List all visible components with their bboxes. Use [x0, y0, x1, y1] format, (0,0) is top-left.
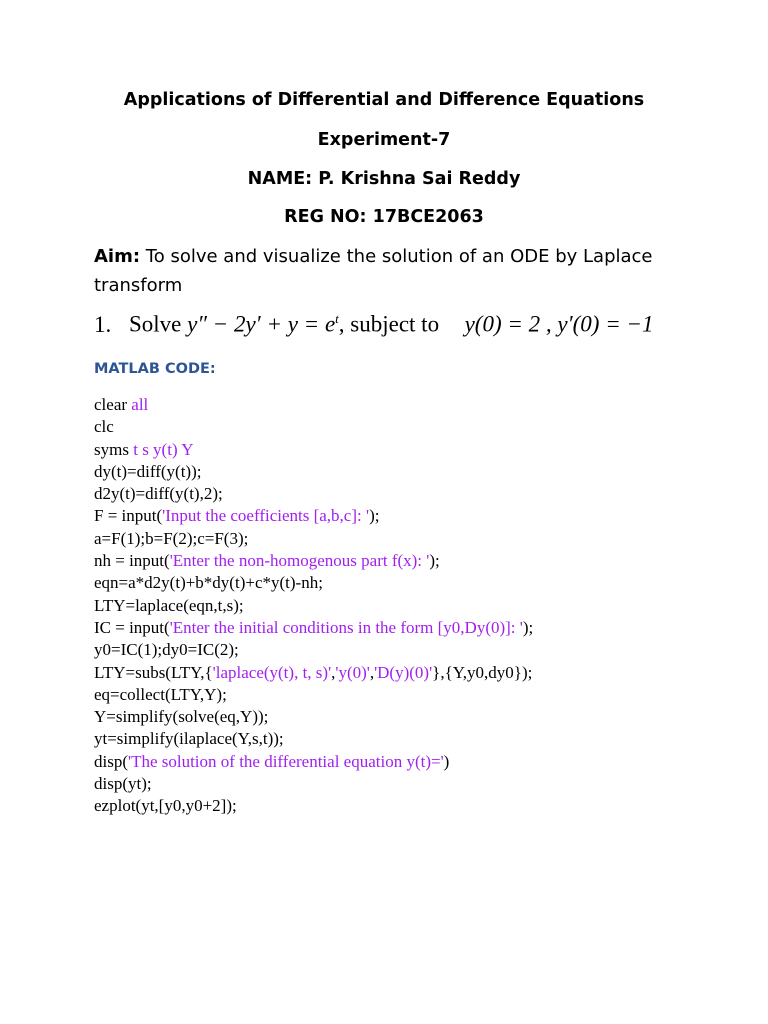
code-text: ) — [443, 751, 450, 771]
code-line — [94, 795, 744, 817]
document-title: Applications of Differential and Difference Equations — [123, 90, 645, 110]
code-text: y0=IC(1);dy0=IC(2); — [94, 640, 239, 660]
code-line — [94, 461, 744, 483]
code-line — [94, 662, 744, 684]
code-string: 'Enter the initial conditions in the form [y0,Dy(0)]: ' — [169, 617, 523, 637]
code-text: a=F(1);b=F(2);c=F(3); — [94, 528, 249, 548]
code-line — [94, 550, 744, 572]
code-string: 'Enter the non-homogenous part f(x): ' — [169, 551, 430, 571]
code-text: , — [369, 662, 375, 682]
code-line — [94, 639, 744, 661]
code-text: syms — [94, 439, 134, 459]
code-text: disp(yt); — [94, 774, 152, 794]
code-line — [94, 617, 744, 639]
registration-number: REG NO: 17BCE2063 — [284, 207, 484, 227]
code-string: all — [131, 395, 149, 414]
code-line — [94, 439, 744, 461]
code-text: dy(t)=diff(y(t)); — [94, 461, 202, 481]
problem-solve-word: Solve — [129, 311, 182, 337]
code-text: F = input( — [94, 506, 163, 526]
aim-label: Aim: — [94, 246, 141, 267]
problem-condition-2: y′(0) = −1 — [557, 311, 654, 337]
code-line — [94, 416, 744, 438]
problem-equation: y″ − 2y′ + y = e — [187, 311, 336, 337]
code-text: disp( — [94, 751, 128, 771]
code-line — [94, 394, 744, 416]
code-line — [94, 728, 744, 750]
code-line — [94, 684, 744, 706]
problem-statement — [94, 311, 714, 338]
code-text: clear — [94, 395, 132, 414]
code-text: ezplot(yt,[y0,y0+2]); — [94, 796, 237, 816]
aim-statement — [94, 242, 694, 300]
problem-subject: , subject to — [338, 311, 440, 337]
code-string: 'The solution of the differential equation y(t)=' — [128, 751, 444, 771]
code-text: ); — [369, 506, 380, 526]
code-text: nh = input( — [94, 551, 170, 571]
code-text: yt=simplify(ilaplace(Y,s,t)); — [94, 729, 284, 749]
code-line — [94, 505, 744, 527]
code-line — [94, 706, 744, 728]
code-text: Y=simplify(solve(eq,Y)); — [94, 707, 269, 727]
student-name: NAME: P. Krishna Sai Reddy — [247, 169, 521, 189]
code-string: 'y(0)' — [335, 662, 370, 682]
code-text: },{Y,y0,dy0}); — [432, 662, 533, 682]
code-text: clc — [94, 417, 114, 437]
code-text: IC = input( — [94, 617, 170, 637]
matlab-code-heading: MATLAB CODE: — [94, 361, 216, 377]
matlab-code-block — [94, 394, 744, 818]
problem-condition-1: y(0) = 2 , — [464, 311, 552, 337]
code-text: , — [331, 662, 336, 682]
code-string: 'D(y)(0)' — [374, 662, 433, 682]
code-string: t s y(t) Y — [133, 439, 194, 459]
code-text: LTY=subs(LTY,{ — [94, 662, 213, 682]
code-line — [94, 572, 744, 594]
problem-number: 1. — [94, 311, 112, 337]
code-line — [94, 595, 744, 617]
code-line — [94, 483, 744, 505]
code-string: 'Input the coefficients [a,b,c]: ' — [162, 506, 370, 526]
experiment-number: Experiment-7 — [317, 130, 451, 150]
code-line — [94, 528, 744, 550]
code-text: eqn=a*d2y(t)+b*dy(t)+c*y(t)-nh; — [94, 573, 323, 593]
code-text: eq=collect(LTY,Y); — [94, 684, 227, 704]
code-string: 'laplace(y(t), t, s)' — [212, 662, 332, 682]
problem-exponent: t — [335, 311, 339, 326]
code-line — [94, 751, 744, 773]
code-text: ); — [522, 617, 534, 637]
code-text: ); — [429, 551, 440, 571]
code-text: d2y(t)=diff(y(t),2); — [94, 484, 223, 504]
aim-text: To solve and visualize the solution of an ODE by Laplace transform — [94, 246, 653, 296]
code-line — [94, 773, 744, 795]
code-text: LTY=laplace(eqn,t,s); — [94, 595, 244, 615]
